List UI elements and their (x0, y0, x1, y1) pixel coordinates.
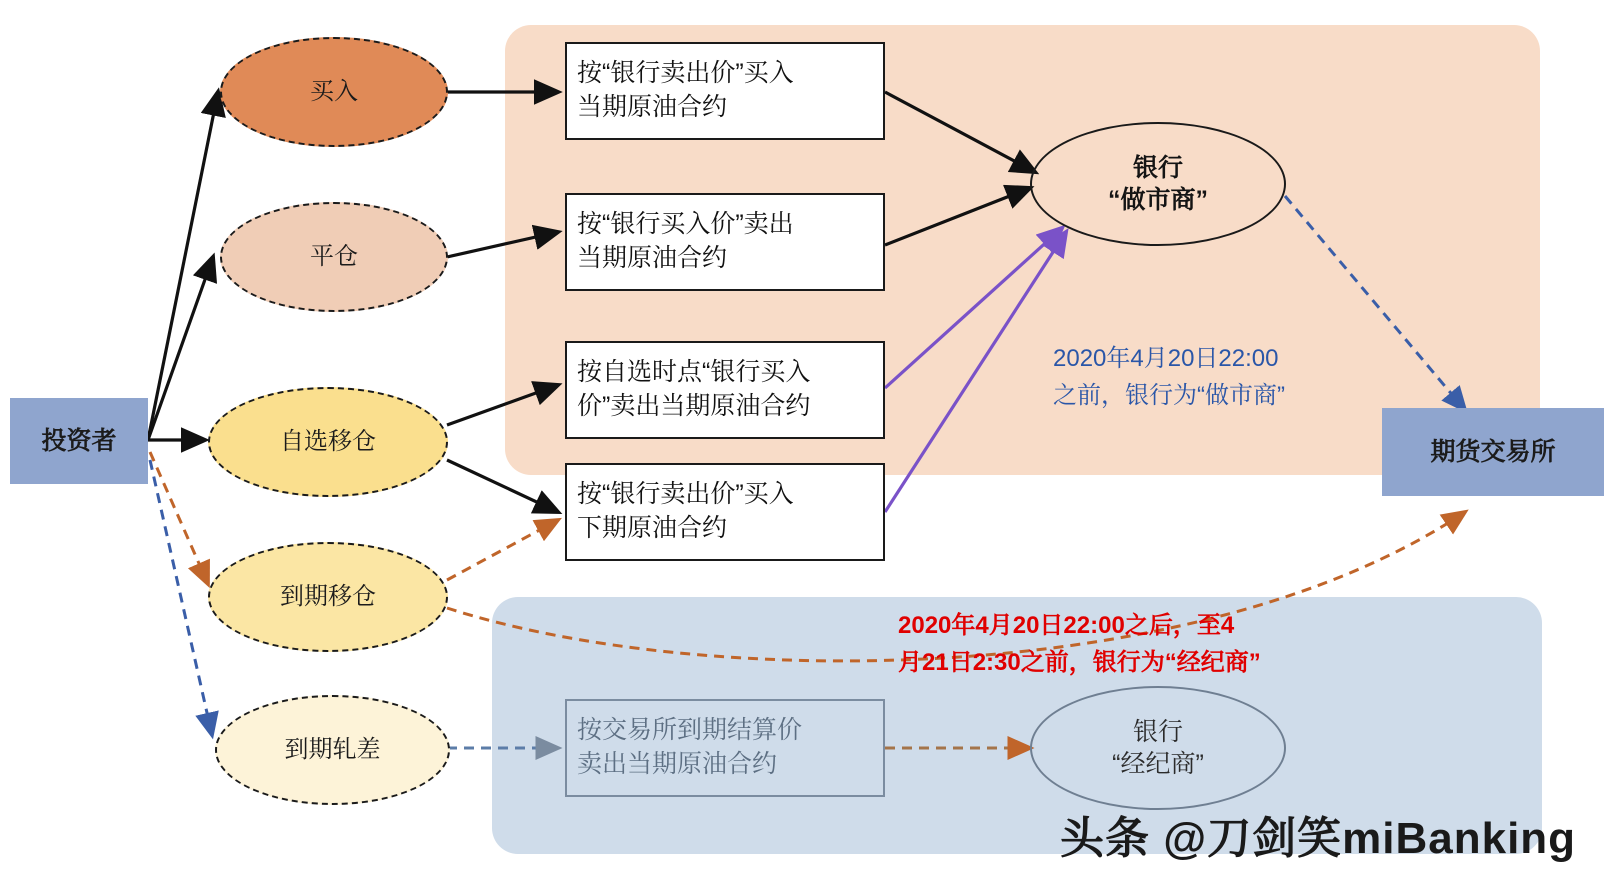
bank-market-maker-line2: “做市商” (1107, 186, 1208, 214)
option-expire-diff[interactable] (215, 695, 450, 805)
actor-exchange-label: 期货交易所 (1430, 437, 1556, 466)
action-sell-current-line1: 按“银行买入价”卖出 (577, 210, 794, 239)
note-market-maker-period (1053, 340, 1473, 414)
action-settlement-sell[interactable] (565, 699, 885, 797)
action-self-sell[interactable] (565, 341, 885, 439)
watermark-text: 头条 @刀剑笑miBanking (1060, 814, 1577, 863)
actor-investor[interactable] (10, 398, 148, 484)
note-broker-period (898, 607, 1328, 681)
action-settlement-sell-line2: 卖出当期原油合约 (577, 750, 778, 778)
action-self-sell-line2: 价”卖出当期原油合约 (577, 392, 811, 420)
action-self-sell-line1: 按自选时点“银行买入 (577, 358, 811, 387)
bank-broker[interactable] (1030, 686, 1286, 810)
option-close[interactable] (220, 202, 448, 312)
actor-exchange[interactable] (1382, 408, 1604, 496)
action-sell-current-line2: 当期原油合约 (577, 244, 728, 272)
option-buy[interactable] (220, 37, 448, 147)
option-self-roll-label: 自选移仓 (280, 428, 376, 456)
watermark (1060, 802, 1576, 866)
option-expire-roll[interactable] (208, 542, 448, 652)
action-buy-current[interactable] (565, 42, 885, 140)
action-settlement-sell-line1: 按交易所到期结算价 (577, 716, 803, 745)
option-buy-label: 买入 (310, 78, 358, 106)
option-self-roll[interactable] (208, 387, 448, 497)
bank-market-maker[interactable] (1030, 122, 1286, 246)
actor-investor-label: 投资者 (41, 426, 117, 455)
note-broker-line1: 2020年4月20日22:00之后，至4 (898, 612, 1235, 639)
action-buy-next-line1: 按“银行卖出价”买入 (577, 480, 794, 509)
action-buy-next-line2: 下期原油合约 (577, 514, 728, 542)
action-buy-current-line1: 按“银行卖出价”买入 (577, 59, 794, 88)
note-market-maker-line2: 之前，银行为“做市商” (1053, 382, 1285, 410)
bank-market-maker-line1: 银行 (1132, 153, 1183, 182)
option-close-label: 平仓 (310, 243, 358, 271)
option-expire-roll-label: 到期移仓 (280, 583, 376, 611)
action-buy-current-line2: 当期原油合约 (577, 93, 728, 121)
note-broker-line2: 月21日2:30之前，银行为“经纪商” (898, 649, 1261, 677)
note-market-maker-line1: 2020年4月20日22:00 (1053, 345, 1279, 372)
action-sell-current[interactable] (565, 193, 885, 291)
action-buy-next[interactable] (565, 463, 885, 561)
bank-broker-line1: 银行 (1132, 717, 1183, 746)
bank-broker-line2: “经纪商” (1112, 750, 1204, 778)
option-expire-diff-label: 到期轧差 (284, 736, 381, 764)
